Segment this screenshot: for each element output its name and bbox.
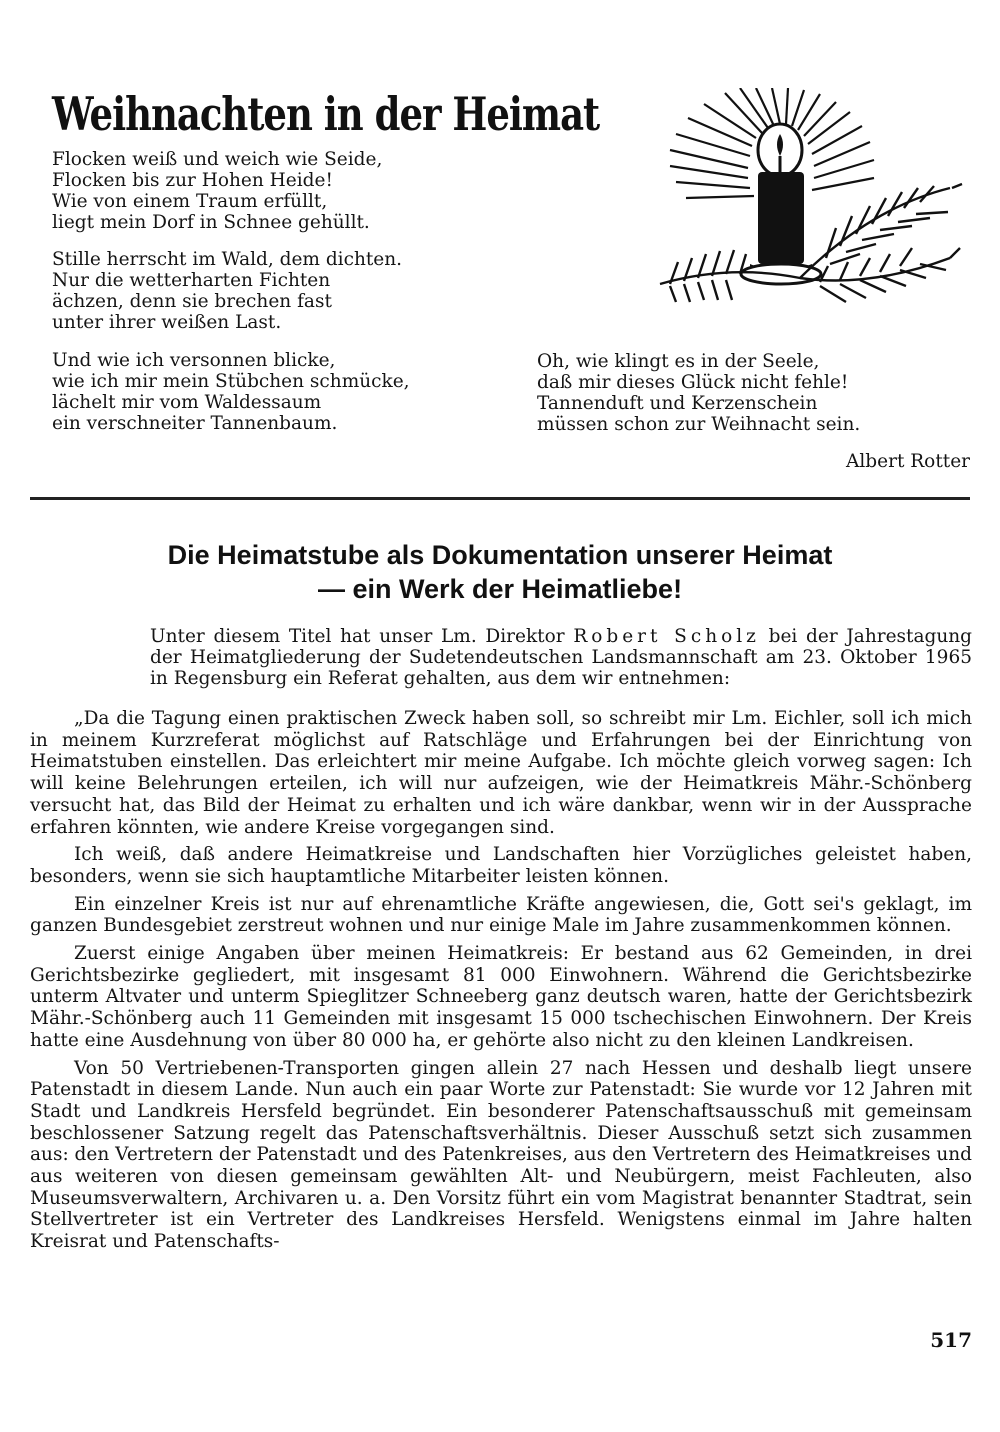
poem-line: ächzen, denn sie brechen fast	[52, 291, 332, 312]
fir-branches	[660, 184, 962, 302]
author-name: Robert Scholz	[573, 626, 760, 647]
intro-text: bei der Jahrestagung der Heimatgliederung der Sudetendeutschen Landsmannschaft am 23. Oktober 1965 in Regensburg ein Referat gehalten, aus dem wir entnehmen:	[150, 626, 973, 689]
intro-text: Unter diesem Titel hat unser Lm. Direktor	[150, 626, 574, 647]
poem-line: ein verschneiter Tannenbaum.	[52, 413, 338, 434]
poem-line: Nur die wetterharten Fichten	[52, 270, 331, 291]
poem-stanza-2	[52, 249, 402, 333]
article-intro	[150, 626, 972, 689]
poem-line: daß mir dieses Glück nicht fehle!	[537, 372, 849, 393]
article-title-line: Die Heimatstube als Dokumentation unserer Heimat	[167, 540, 833, 570]
section-divider	[30, 497, 970, 500]
page-number: 517	[930, 1328, 972, 1352]
poem-stanza-3	[52, 350, 410, 434]
poem-stanza-1	[52, 149, 382, 233]
article-paragraph: Ein einzelner Kreis ist nur auf ehrenamtliche Kräfte angewiesen, die, Gott sei's geklagt, im ganzen Bundesgebiet zerstreut wohnen und nur einige Male im Jahre zusammenkommen können.	[30, 893, 972, 937]
poem-line: Wie von einem Traum erfüllt,	[52, 191, 328, 212]
poem-line: lächelt mir vom Waldessaum	[52, 392, 322, 413]
article-paragraph: Ich weiß, daß andere Heimatkreise und Landschaften hier Vorzügliches geleistet haben, besonders, wenn sie sich hauptamtliche Mitarbeiter leisten können.	[30, 844, 972, 887]
article-paragraph: Von 50 Vertriebenen-Transporten gingen allein 27 nach Hessen und deshalb liegt unsere Patenstadt in diesem Lande. Nun auch ein paar Worte zur Patenstadt: Sie wurde vor 12 Jahren mit Stadt und Landkreis Hersfeld begründet. Ein besonderer Patenschaftsausschuß mit gemeinsam beschlossener Satzung regelt das Patenschaftsverhältnis. Dieser Ausschuß setzt sich zusammen aus: den Vertretern der Patenstadt und des Patenkreises, aus den Vertretern des Heimatkreises und aus weiteren von diesen gemeinsam gewählten Alt- und Neubürgern, meist Fachleuten, also Museumsverwaltern, Archivaren u. a. Den Vorsitz führt ein vom Magistrat benannter Stadtrat, sein Stellvertreter ist ein Vertreter des Landkreises Hersfeld. Wenigstens einmal im Jahre halten Kreisrat und Patenschafts-	[30, 1057, 972, 1253]
poem-line: Oh, wie klingt es in der Seele,	[537, 351, 820, 372]
article-title	[0, 538, 1000, 606]
poem-line: Und wie ich versonnen blicke,	[52, 350, 336, 371]
poem-author: Albert Rotter	[846, 451, 970, 472]
poem-line: Tannenduft und Kerzenschein	[537, 393, 818, 414]
poem-line: Flocken weiß und weich wie Seide,	[52, 149, 383, 170]
poem-line: Stille herrscht im Wald, dem dichten.	[52, 249, 403, 270]
poem-line: müssen schon zur Weihnacht sein.	[537, 414, 861, 435]
article-title-line: — ein Werk der Heimatliebe!	[317, 574, 683, 604]
poem-stanza-4	[537, 351, 860, 435]
poem-line: Flocken bis zur Hohen Heide!	[52, 170, 333, 191]
poem-line: liegt mein Dorf in Schnee gehüllt.	[52, 212, 370, 233]
poem-line: wie ich mir mein Stübchen schmücke,	[52, 371, 410, 392]
article-body	[30, 708, 972, 1259]
article-paragraph: Zuerst einige Angaben über meinen Heimatkreis: Er bestand aus 62 Gemeinden, in drei Gerichtsbezirke gegliedert, mit insgesamt 81 000 Einwohnern. Während die Gerichtsbezirke unterm Altvater und unterm Spieglitzer Schneeberg ganz deutsch waren, hatte der Gerichtsbezirk Mähr.-Schönberg auch 11 Gemeinden mit insgesamt 15 000 tschechischen Einwohnern. Der Kreis hatte eine Ausdehnung von über 80 000 ha, er gehörte also nicht zu den kleinen Landkreisen.	[30, 943, 972, 1051]
article-paragraph: „Da die Tagung einen praktischen Zweck haben soll, so schreibt mir Lm. Eichler, soll ich mich in meinem Kurzreferat möglichst auf Ratschläge und Erfahrungen bei der Einrichtung von Heimatstuben einstellen. Das erleichtert mir meine Aufgabe. Ich möchte gleich vorweg sagen: Ich will keine Belehrungen erteilen, ich will nur aufzeigen, wie der Heimatkreis Mähr.-Schönberg versucht hat, das Bild der Heimat zu erhalten und ich wäre dankbar, wenn wir in der Aussprache erfahren könnten, wie andere Kreise vorgegangen sind.	[30, 708, 972, 838]
poem-line: unter ihrer weißen Last.	[52, 312, 282, 333]
poem-title: Weihnachten in der Heimat	[52, 86, 600, 141]
candle-illustration-icon	[650, 88, 970, 328]
